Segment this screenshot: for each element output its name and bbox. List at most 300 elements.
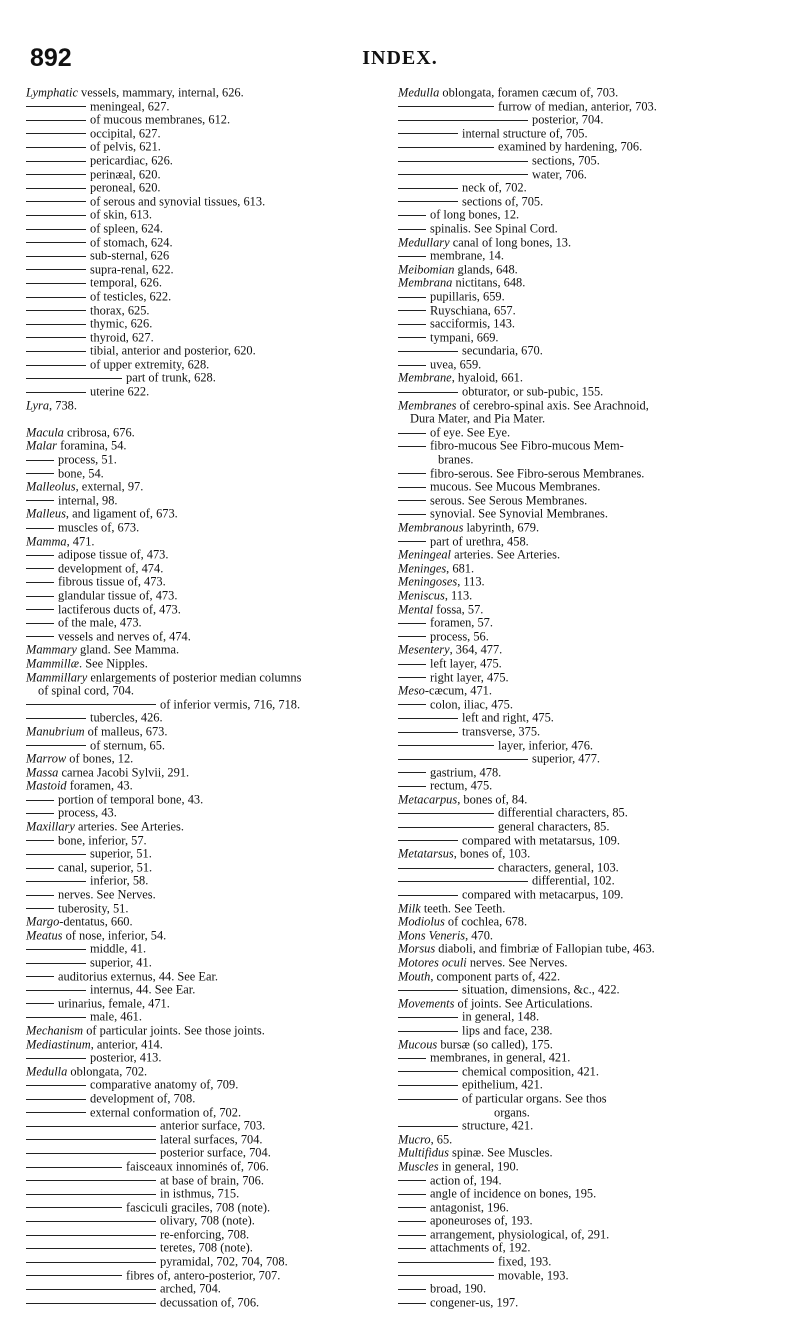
entry-text: diaboli, and fimbriæ of Fallopian tube, 463. — [435, 941, 655, 956]
entry-text: , 113. — [457, 574, 485, 589]
repeat-dash — [398, 868, 494, 869]
index-column-left — [26, 86, 396, 1309]
entry-text: obturator, or sub-pubic, 155. — [462, 384, 604, 399]
entry-text: lactiferous ducts of, 473. — [58, 601, 181, 616]
repeat-dash — [26, 147, 86, 148]
entry-text: pyramidal, 702, 704, 708. — [160, 1254, 288, 1269]
index-entry — [26, 671, 396, 685]
entry-text: of mucous membranes, 612. — [90, 112, 231, 127]
index-entry — [26, 344, 396, 358]
repeat-dash — [26, 337, 86, 338]
repeat-dash — [398, 1303, 426, 1304]
entry-text: process, 43. — [58, 805, 117, 820]
entry-text: of particular organs. See thos — [462, 1091, 607, 1106]
repeat-dash — [26, 963, 86, 964]
entry-text: , 364, 477. — [449, 642, 503, 657]
repeat-dash — [398, 1180, 426, 1181]
entry-text: glands, 648. — [454, 262, 518, 277]
entry-text: internal, 98. — [58, 493, 118, 508]
index-entry — [398, 684, 800, 698]
index-entry — [398, 480, 800, 494]
entry-text: portion of temporal bone, 43. — [58, 792, 204, 807]
entry-text: supra-renal, 622. — [90, 262, 174, 277]
entry-headword: Modiolus — [398, 914, 445, 929]
index-entry — [26, 888, 396, 902]
index-entry — [398, 575, 800, 589]
entry-text: gland. See Mamma. — [76, 642, 180, 657]
entry-text: transverse, 375. — [462, 724, 541, 739]
index-entry — [398, 698, 800, 712]
index-entry — [26, 1174, 396, 1188]
repeat-dash — [26, 229, 86, 230]
index-entry — [398, 942, 800, 956]
entry-text: posterior, 704. — [532, 112, 604, 127]
index-entry — [26, 140, 396, 154]
repeat-dash — [26, 609, 54, 610]
index-entry — [398, 1092, 800, 1106]
entry-text: left and right, 475. — [462, 710, 554, 725]
repeat-dash — [398, 881, 528, 882]
entry-headword: Mons Veneris — [398, 928, 466, 943]
index-entry — [26, 127, 396, 141]
repeat-dash — [398, 1207, 426, 1208]
entry-text: re-enforcing, 708. — [160, 1227, 250, 1242]
index-entry — [398, 222, 800, 236]
entry-text: lateral surfaces, 704. — [160, 1132, 263, 1147]
entry-text: uterine 622. — [90, 384, 150, 399]
repeat-dash — [398, 133, 458, 134]
index-entry — [398, 385, 800, 399]
index-entry — [398, 1024, 800, 1038]
repeat-dash — [398, 840, 458, 841]
repeat-dash — [398, 147, 494, 148]
repeat-dash — [398, 1099, 458, 1100]
repeat-dash — [26, 1099, 86, 1100]
entry-text: oblongata, foramen cæcum of, 703. — [439, 85, 619, 100]
index-entry — [26, 861, 396, 875]
index-entry — [26, 399, 396, 413]
index-entry — [398, 1119, 800, 1133]
repeat-dash — [398, 1194, 426, 1195]
index-entry — [398, 970, 800, 984]
entry-text: neck of, 702. — [462, 180, 527, 195]
index-entry — [26, 195, 396, 209]
repeat-dash — [26, 201, 86, 202]
repeat-dash — [398, 1071, 458, 1072]
repeat-dash — [398, 161, 528, 162]
index-entry — [398, 412, 800, 426]
index-entry — [26, 317, 396, 331]
entry-headword: Margo — [26, 914, 60, 929]
index-entry — [398, 847, 800, 861]
repeat-dash — [398, 392, 458, 393]
index-entry — [398, 1051, 800, 1065]
repeat-dash — [398, 827, 494, 828]
index-entry — [398, 195, 800, 209]
repeat-dash — [398, 1058, 426, 1059]
entry-headword: Mamma — [26, 533, 67, 548]
entry-text: male, 461. — [90, 1009, 142, 1024]
entry-text: teeth. See Teeth. — [420, 900, 506, 915]
repeat-dash — [26, 908, 54, 909]
page-title: INDEX. — [362, 47, 438, 69]
entry-text: foramen, 57. — [430, 615, 493, 630]
index-entry — [398, 1133, 800, 1147]
entry-headword: Meso — [398, 683, 425, 698]
entry-text: of skin, 613. — [90, 207, 152, 222]
index-entry — [26, 616, 396, 630]
repeat-dash — [26, 283, 86, 284]
entry-text: of malleus, 673. — [84, 724, 168, 739]
entry-text: in general, 148. — [462, 1009, 540, 1024]
entry-text: branes. — [438, 452, 474, 467]
index-entry — [398, 1106, 800, 1120]
repeat-dash — [398, 297, 426, 298]
entry-text: middle, 41. — [90, 941, 147, 956]
entry-text: differential characters, 85. — [498, 805, 628, 820]
index-entry — [26, 562, 396, 576]
index-entry — [26, 725, 396, 739]
entry-headword: Medulla — [26, 1064, 68, 1079]
index-entry — [398, 1146, 800, 1160]
index-entry — [26, 956, 396, 970]
entry-text: glandular tissue of, 473. — [58, 588, 178, 603]
entry-text: general characters, 85. — [498, 819, 610, 834]
repeat-dash — [26, 242, 86, 243]
index-entry — [26, 806, 396, 820]
entry-text: mucous. See Mucous Membranes. — [430, 479, 601, 494]
index-entry — [398, 902, 800, 916]
repeat-dash — [398, 106, 494, 107]
entry-text: uvea, 659. — [430, 357, 482, 372]
repeat-dash — [26, 623, 54, 624]
index-entry — [26, 929, 396, 943]
entry-text: external conformation of, 702. — [90, 1104, 242, 1119]
repeat-dash — [26, 324, 86, 325]
index-entry — [398, 127, 800, 141]
entry-headword: Mucro — [398, 1132, 431, 1147]
index-entry — [26, 331, 396, 345]
repeat-dash — [398, 772, 426, 773]
repeat-dash — [26, 990, 86, 991]
repeat-dash — [26, 1139, 156, 1140]
index-entry — [398, 521, 800, 535]
repeat-dash — [398, 677, 426, 678]
entry-text: furrow of median, anterior, 703. — [498, 98, 657, 113]
entry-headword: Medullary — [398, 234, 450, 249]
entry-headword: Malleolus — [26, 479, 76, 494]
entry-text: carnea Jacobi Sylvii, 291. — [58, 765, 190, 780]
entry-text: angle of incidence on bones, 195. — [430, 1186, 597, 1201]
repeat-dash — [398, 895, 458, 896]
index-entry — [398, 1201, 800, 1215]
entry-headword: Lyra — [26, 398, 50, 413]
entry-text: in general, 190. — [438, 1159, 519, 1174]
index-entry — [398, 358, 800, 372]
entry-text: fibres of, antero-posterior, 707. — [126, 1268, 281, 1283]
repeat-dash — [26, 1235, 156, 1236]
repeat-dash — [26, 745, 86, 746]
repeat-dash — [398, 786, 426, 787]
index-entry — [398, 630, 800, 644]
entry-text: sections of, 705. — [462, 194, 544, 209]
entry-headword: Mediastinum — [26, 1036, 91, 1051]
index-entry — [26, 535, 396, 549]
index-entry — [26, 1146, 396, 1160]
entry-text: of stomach, 624. — [90, 234, 173, 249]
entry-headword: Mastoid — [26, 778, 67, 793]
repeat-dash — [398, 120, 528, 121]
entry-headword: Meniscus — [398, 588, 445, 603]
entry-headword: Movements — [398, 996, 455, 1011]
entry-text: posterior surface, 704. — [160, 1145, 271, 1160]
index-entry — [26, 711, 396, 725]
repeat-dash — [398, 1289, 426, 1290]
entry-text: arrangement, physiological, of, 291. — [430, 1227, 610, 1242]
index-entry — [398, 208, 800, 222]
entry-headword: Manubrium — [26, 724, 85, 739]
index-entry — [26, 1092, 396, 1106]
index-entry — [26, 698, 396, 712]
entry-text: of sternum, 65. — [90, 737, 166, 752]
entry-text: organs. — [494, 1104, 530, 1119]
repeat-dash — [26, 1058, 86, 1059]
repeat-dash — [398, 229, 426, 230]
entry-headword: Malar — [26, 438, 57, 453]
entry-headword: Mental — [398, 601, 434, 616]
entry-text: fibrous tissue of, 473. — [58, 574, 166, 589]
entry-text: of bones, 12. — [66, 751, 134, 766]
entry-text: canal, superior, 51. — [58, 860, 153, 875]
entry-text: nerves. See Nerves. — [466, 955, 568, 970]
entry-text: of nose, inferior, 54. — [62, 928, 167, 943]
entry-text: tubercles, 426. — [90, 710, 163, 725]
repeat-dash — [26, 636, 54, 637]
repeat-dash — [26, 976, 54, 977]
entry-text: , bones of, 103. — [453, 846, 531, 861]
entry-text: tibial, anterior and posterior, 620. — [90, 343, 256, 358]
entry-text: sacciformis, 143. — [430, 316, 515, 331]
entry-headword: Muscles — [398, 1159, 439, 1174]
index-entry — [26, 385, 396, 399]
repeat-dash — [398, 745, 494, 746]
entry-headword: Mouth — [398, 968, 431, 983]
index-entry — [398, 1241, 800, 1255]
index-entry — [26, 168, 396, 182]
entry-text: urinarius, female, 471. — [58, 996, 170, 1011]
index-entry — [26, 1255, 396, 1269]
index-entry — [398, 154, 800, 168]
repeat-dash — [26, 854, 86, 855]
index-entry — [26, 589, 396, 603]
index-entry — [398, 711, 800, 725]
entry-text: of particular joints. See those joints. — [83, 1023, 265, 1038]
entry-text: , 113. — [444, 588, 473, 603]
entry-text: posterior, 413. — [90, 1050, 162, 1065]
repeat-dash — [398, 256, 426, 257]
entry-text: perinæal, 620. — [90, 166, 161, 181]
entry-headword: Meibomian — [398, 262, 455, 277]
index-entry — [398, 1296, 800, 1310]
repeat-dash — [398, 718, 458, 719]
index-entry — [398, 290, 800, 304]
index-entry — [26, 1024, 396, 1038]
entry-text: epithelium, 421. — [462, 1077, 543, 1092]
repeat-dash — [398, 732, 458, 733]
repeat-dash — [398, 351, 458, 352]
entry-text: serous. See Serous Membranes. — [430, 493, 588, 508]
index-entry — [398, 874, 800, 888]
index-entry — [26, 1269, 396, 1283]
entry-text: characters, general, 103. — [498, 860, 619, 875]
entry-text: lips and face, 238. — [462, 1023, 553, 1038]
entry-text: membranes, in general, 421. — [430, 1050, 571, 1065]
entry-text: of spleen, 624. — [90, 221, 163, 236]
entry-text: arteries. See Arteries. — [74, 819, 184, 834]
repeat-dash — [26, 1303, 156, 1304]
index-entry — [398, 562, 800, 576]
repeat-dash — [26, 188, 86, 189]
index-entry — [26, 1051, 396, 1065]
entry-text: auditorius externus, 44. See Ear. — [58, 968, 219, 983]
index-entry — [398, 820, 800, 834]
index-entry — [398, 779, 800, 793]
index-entry — [26, 575, 396, 589]
entry-headword: Motores oculi — [398, 955, 467, 970]
entry-text: -cæcum, 471. — [424, 683, 492, 698]
index-entry — [398, 453, 800, 467]
index-entry — [26, 684, 396, 698]
repeat-dash — [26, 800, 54, 801]
entry-text: bursæ (so called), 175. — [437, 1036, 553, 1051]
entry-text: peroneal, 620. — [90, 180, 161, 195]
repeat-dash — [26, 568, 54, 569]
entry-headword: Multifidus — [398, 1145, 449, 1160]
repeat-dash — [398, 813, 494, 814]
entry-text: Ruyschiana, 657. — [430, 302, 516, 317]
index-entry — [398, 725, 800, 739]
repeat-dash — [26, 1153, 156, 1154]
entry-text: olivary, 708 (note). — [160, 1213, 255, 1228]
repeat-dash — [398, 215, 426, 216]
repeat-dash — [26, 106, 86, 107]
entry-text: Dura Mater, and Pia Mater. — [410, 411, 546, 426]
entry-text: part of trunk, 628. — [126, 370, 216, 385]
entry-headword: Membranes — [398, 398, 457, 413]
index-column-right — [398, 86, 800, 1309]
entry-text: tympani, 669. — [430, 330, 499, 345]
index-entry — [26, 426, 396, 440]
entry-text: pupillaris, 659. — [430, 289, 505, 304]
entry-text: process, 56. — [430, 629, 489, 644]
repeat-dash — [398, 1031, 458, 1032]
entry-text: of eye. See Eye. — [430, 425, 511, 440]
index-entry — [26, 1010, 396, 1024]
index-entry — [26, 1214, 396, 1228]
repeat-dash — [26, 1112, 86, 1113]
index-entry — [398, 888, 800, 902]
index-entry — [26, 779, 396, 793]
index-entry — [26, 358, 396, 372]
index-entry — [398, 766, 800, 780]
entry-headword: Lymphatic — [26, 85, 78, 100]
index-entry — [398, 249, 800, 263]
index-entry — [26, 739, 396, 753]
entry-text: anterior surface, 703. — [160, 1118, 266, 1133]
entry-text: water, 706. — [532, 166, 587, 181]
entry-text: . See Nipples. — [79, 656, 148, 671]
index-entry — [26, 507, 396, 521]
index-entry — [26, 154, 396, 168]
entry-headword: Meningeal — [398, 547, 451, 562]
repeat-dash — [26, 1289, 156, 1290]
entry-text: , component parts of, 422. — [430, 968, 561, 983]
index-entry — [398, 535, 800, 549]
repeat-dash — [398, 1126, 458, 1127]
index-entry — [26, 970, 396, 984]
entry-text: decussation of, 706. — [160, 1295, 260, 1310]
index-entry — [398, 181, 800, 195]
repeat-dash — [26, 813, 54, 814]
index-entry — [398, 752, 800, 766]
repeat-dash — [26, 1275, 122, 1276]
index-entry — [398, 426, 800, 440]
entry-text: bone, inferior, 57. — [58, 833, 147, 848]
repeat-dash — [398, 324, 426, 325]
entry-text: , hyaloid, 661. — [451, 370, 523, 385]
index-entry — [398, 1065, 800, 1079]
index-entry — [26, 1187, 396, 1201]
index-entry — [398, 1214, 800, 1228]
entry-text: , 65. — [430, 1132, 453, 1147]
index-entry — [398, 929, 800, 943]
entry-text: secundaria, 670. — [462, 343, 543, 358]
entry-text: of inferior vermis, 716, 718. — [160, 697, 301, 712]
index-entry — [26, 467, 396, 481]
repeat-dash — [26, 161, 86, 162]
entry-headword: Medulla — [398, 85, 440, 100]
entry-text: of serous and synovial tissues, 613. — [90, 194, 266, 209]
index-entry — [26, 1282, 396, 1296]
index-entry — [26, 874, 396, 888]
repeat-dash — [26, 1262, 156, 1263]
entry-text: examined by hardening, 706. — [498, 139, 643, 154]
repeat-dash — [26, 392, 86, 393]
index-entry — [398, 263, 800, 277]
entry-text: fasciculi graciles, 708 (note). — [126, 1200, 271, 1215]
index-entry — [26, 752, 396, 766]
index-entry — [398, 997, 800, 1011]
index-entry — [26, 983, 396, 997]
index-entry — [26, 208, 396, 222]
entry-headword: Maxillary — [26, 819, 75, 834]
index-entry — [26, 181, 396, 195]
index-entry — [398, 439, 800, 453]
index-entry — [26, 1296, 396, 1310]
entry-text: colon, iliac, 475. — [430, 697, 513, 712]
entry-text: of cochlea, 678. — [444, 914, 528, 929]
index-entry — [26, 371, 396, 385]
repeat-dash — [398, 446, 426, 447]
repeat-dash — [398, 1262, 494, 1263]
entry-text: right layer, 475. — [430, 669, 509, 684]
entry-text: left layer, 475. — [430, 656, 502, 671]
index-entry — [398, 1282, 800, 1296]
entry-headword: Metatarsus — [398, 846, 454, 861]
entry-headword: Mammillæ — [26, 656, 80, 671]
entry-text: of the male, 473. — [58, 615, 142, 630]
entry-text: inferior, 58. — [90, 873, 149, 888]
